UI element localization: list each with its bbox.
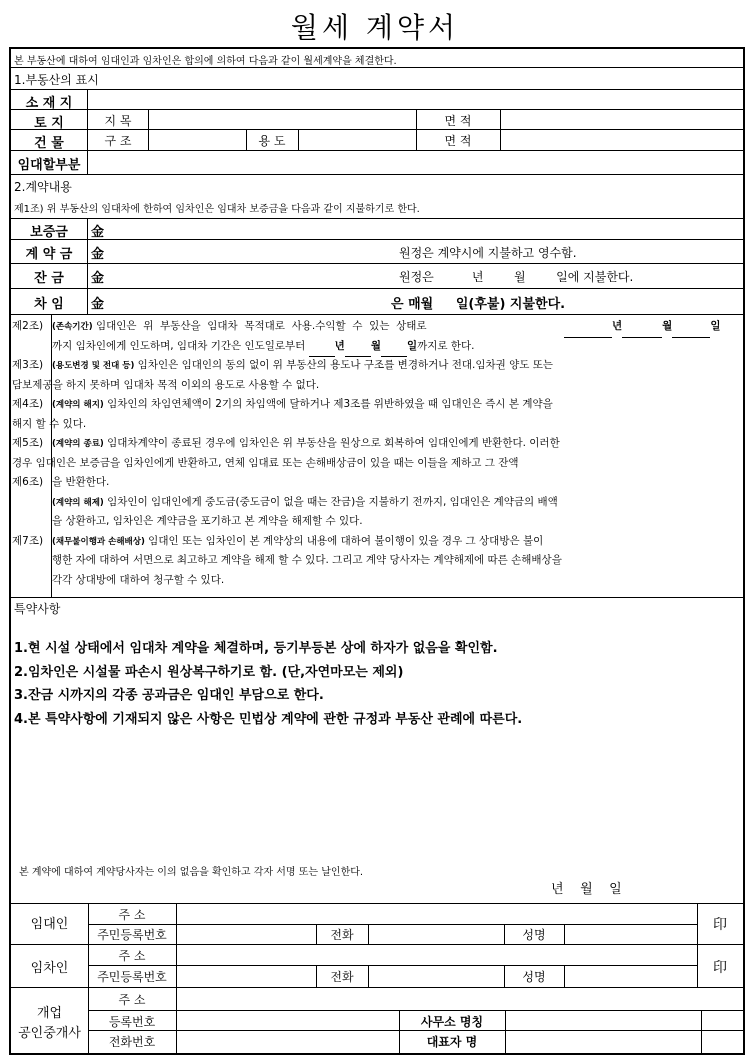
lessor-label: 임대인 xyxy=(30,917,69,932)
divider xyxy=(505,1010,506,1053)
land-category-label: 지 목 xyxy=(104,114,132,128)
balance-won-mark: 金 xyxy=(91,271,105,286)
clause6-text: 임차인이 임대인에게 중도금(중도금이 없을 때는 잔금)을 지불하기 전까지, 임대인은 계약금의 배액 xyxy=(103,495,558,508)
divider xyxy=(316,924,317,944)
clause2-day: 일 xyxy=(710,320,721,332)
agent-office-label: 사무소 명칭 xyxy=(420,1015,484,1029)
clause5-text: 임대차계약이 종료된 경우에 임차인은 위 부동산을 원상으로 회복하여 임대인에게 반환한다. 이러한 xyxy=(103,437,560,449)
agent-address-label: 주 소 xyxy=(118,993,146,1007)
special-item: 1.현 시설 상태에서 임대차 계약을 체결하며, 등기부등본 상에 하자가 없음을 확인함. xyxy=(14,641,498,656)
divider xyxy=(11,987,743,988)
divider xyxy=(88,965,697,966)
special-heading: 특약사항 xyxy=(14,602,61,616)
clause6-line1 xyxy=(52,493,744,514)
rent-won-mark: 金 xyxy=(91,297,105,312)
location-field[interactable] xyxy=(88,89,743,109)
agent-tel-label: 전화번호 xyxy=(108,1035,156,1049)
lessor-address-label: 주 소 xyxy=(118,908,146,922)
contract-date: 년 월 일 xyxy=(551,882,622,897)
balance-label: 잔 금 xyxy=(34,271,64,286)
article1-text: 제1조) 위 부동산의 임대차에 한하여 임차인은 임대차 보증금을 다음과 같이 지불하기로 한다. xyxy=(14,204,420,215)
clause2-line2a: 까지 임차인에게 인도하며, 임대차 기간은 인도일로부터 xyxy=(52,339,309,352)
special-item: 4.본 특약사항에 기재되지 않은 사항은 민법상 계약에 관한 규정과 부동산 관례에 따른다. xyxy=(14,711,523,727)
agent-label-line1: 개업 xyxy=(36,1006,63,1021)
clause7-line1 xyxy=(52,532,744,553)
divider xyxy=(504,924,505,944)
special-items xyxy=(14,637,522,731)
clause2-text: 임대인은 위 부동산을 임대차 목적대로 사용.수익할 수 있는 상태로 xyxy=(92,320,427,332)
divider xyxy=(399,1010,400,1053)
divider xyxy=(298,129,299,150)
special-item: 3.잔금 시까지의 각종 공과금은 임대인 부담으로 한다. xyxy=(14,688,324,703)
clause2-year2: 년 xyxy=(334,339,345,352)
divider xyxy=(88,924,697,925)
lessor-name-label: 성명 xyxy=(522,928,546,942)
land-area-label: 면 적 xyxy=(444,114,472,128)
clause2-line2b: 까지로 한다. xyxy=(417,339,475,352)
use-label: 용 도 xyxy=(258,134,286,148)
clause2-year: 년 xyxy=(612,320,623,332)
contract-won-mark: 金 xyxy=(91,247,105,262)
clause7-number: 제7조) xyxy=(12,534,44,547)
intro-text: 본 부동산에 대하여 임대인과 임차인은 합의에 의하여 다음과 같이 월세계약을 체결한다. xyxy=(14,56,397,67)
lessor-id-label: 주민등록번호 xyxy=(97,928,167,942)
agent-label-line2: 공인중개사 xyxy=(18,1026,81,1041)
lessee-label: 임차인 xyxy=(30,961,69,976)
lessee-seal: 印 xyxy=(713,960,727,976)
divider xyxy=(368,965,369,987)
clause6-tag: (계약의 해제) xyxy=(52,497,104,508)
contract-frame xyxy=(9,47,745,1055)
divider xyxy=(11,67,743,68)
lessor-phone-label: 전화 xyxy=(330,928,354,942)
divider xyxy=(87,89,88,174)
lessee-name-label: 성명 xyxy=(522,970,546,984)
divider xyxy=(564,924,565,944)
divider xyxy=(11,944,743,945)
clause4-text: 임차인의 차임연체액이 2기의 차임액에 달하거나 제3조를 위반하였을 때 임대인은 즉시 본 계약을 xyxy=(103,398,553,410)
divider xyxy=(701,1010,702,1053)
lessor-seal: 印 xyxy=(713,917,727,933)
clause3-line1 xyxy=(52,356,744,377)
clause5-line2: 경우 임대인은 보증금을 임차인에게 반환하고, 연체 임대료 또는 손해배상금이 있을 때는 이들을 제하고 그 잔액 xyxy=(12,456,519,469)
rent-label: 차 임 xyxy=(34,297,64,312)
clause5-line3: 을 반환한다. xyxy=(52,476,110,488)
structure-label: 구 조 xyxy=(104,134,132,148)
clause2-line1 xyxy=(52,317,744,338)
divider xyxy=(148,109,149,150)
clause4-number: 제4조) xyxy=(12,398,44,410)
divider xyxy=(11,314,743,315)
clause7-line2: 행한 자에 대하여 서면으로 최고하고 계약을 해제 할 수 있다. 그리고 계약 당사자는 계약해제에 따른 손해배상을 xyxy=(52,554,562,566)
contract-payment-label: 계 약 금 xyxy=(25,247,73,262)
clause4-line1 xyxy=(52,395,744,416)
divider xyxy=(88,1030,743,1031)
section1-heading: 1.부동산의 표시 xyxy=(14,73,99,87)
rent-text: 은 매월 일(후불) 지불한다. xyxy=(391,297,566,312)
divider xyxy=(564,965,565,987)
divider xyxy=(51,314,52,597)
divider xyxy=(11,239,743,240)
divider xyxy=(316,965,317,987)
divider xyxy=(11,129,743,130)
contract-payment-text: 원정은 계약시에 지불하고 영수함. xyxy=(399,246,577,260)
clause7-line3: 각각 상대방에 대하여 청구할 수 있다. xyxy=(52,573,225,586)
lessee-address-label: 주 소 xyxy=(118,949,146,963)
divider xyxy=(11,174,743,175)
building-area-label: 면 적 xyxy=(444,134,472,148)
divider xyxy=(11,150,743,151)
clause2-tag: (존속기간) xyxy=(52,322,93,332)
agent-reg-label: 등록번호 xyxy=(108,1015,156,1029)
document-title: 월세 계약서 xyxy=(290,11,460,44)
section2-heading: 2.계약내용 xyxy=(14,180,72,194)
deposit-won-mark: 金 xyxy=(91,225,105,240)
clause6-line2: 을 상환하고, 임차인은 계약금을 포기하고 본 계약을 해제할 수 있다. xyxy=(52,515,363,527)
divider xyxy=(11,597,743,598)
divider xyxy=(88,1010,743,1011)
divider xyxy=(176,903,177,1053)
divider xyxy=(88,903,89,1053)
clause2-number: 제2조) xyxy=(12,320,44,332)
land-label: 토 지 xyxy=(34,116,64,131)
clause6-number: 제6조) xyxy=(12,476,44,488)
divider xyxy=(504,965,505,987)
clauses-block xyxy=(12,317,746,597)
divider xyxy=(11,288,743,289)
divider xyxy=(11,903,743,904)
balance-text: 원정은 년 월 일에 지불한다. xyxy=(399,270,634,284)
special-item: 2.임차인은 시설물 파손시 원상복구하기로 함. (단,자연마모는 제외) xyxy=(14,664,404,680)
divider xyxy=(246,129,247,150)
building-label: 건 물 xyxy=(34,136,64,151)
clause2-month2: 월 xyxy=(370,339,381,352)
agent-rep-label: 대표자 명 xyxy=(426,1035,478,1049)
deposit-label: 보증금 xyxy=(30,225,68,240)
clause3-tag: (용도변경 및 전대 등) xyxy=(52,361,135,371)
clause7-text: 임대인 또는 임차인이 본 계약상의 내용에 대하여 불이행이 있을 경우 그 상대방은 불이 xyxy=(144,534,544,547)
clause5-line1 xyxy=(52,434,744,455)
clause2-day2: 일 xyxy=(406,339,418,352)
divider xyxy=(87,218,88,314)
clause7-tag: (채무불이행과 손해배상) xyxy=(52,536,145,547)
location-label: 소 재 지 xyxy=(25,96,73,111)
divider xyxy=(416,109,417,150)
divider xyxy=(11,109,743,110)
clause5-tag: (계약의 종료) xyxy=(52,439,104,449)
clause2-month: 월 xyxy=(662,320,673,332)
lease-part-label: 임대할부분 xyxy=(17,158,81,173)
divider xyxy=(11,263,743,264)
divider xyxy=(697,903,698,987)
lessee-phone-label: 전화 xyxy=(330,970,354,984)
confirm-text: 본 계약에 대하여 계약당사자는 이의 없음을 확인하고 각자 서명 또는 날인한다. xyxy=(19,867,364,878)
clause4-line2: 해지 할 수 있다. xyxy=(12,417,87,430)
clause5-number: 제5조) xyxy=(12,437,44,449)
clause2-line2 xyxy=(52,337,744,358)
divider xyxy=(11,218,743,219)
divider xyxy=(368,924,369,944)
clause4-tag: (계약의 해지) xyxy=(52,400,104,410)
clause3-number: 제3조) xyxy=(12,359,44,371)
lessee-id-label: 주민등록번호 xyxy=(97,970,167,984)
divider xyxy=(500,109,501,150)
clause3-text: 임차인은 임대인의 동의 없이 위 부동산의 용도나 구조를 변경하거나 전대.임차권 양도 또는 xyxy=(134,359,554,371)
clause3-line2: 담보제공을 하지 못하며 임대차 목적 이외의 용도로 사용할 수 없다. xyxy=(12,378,320,391)
